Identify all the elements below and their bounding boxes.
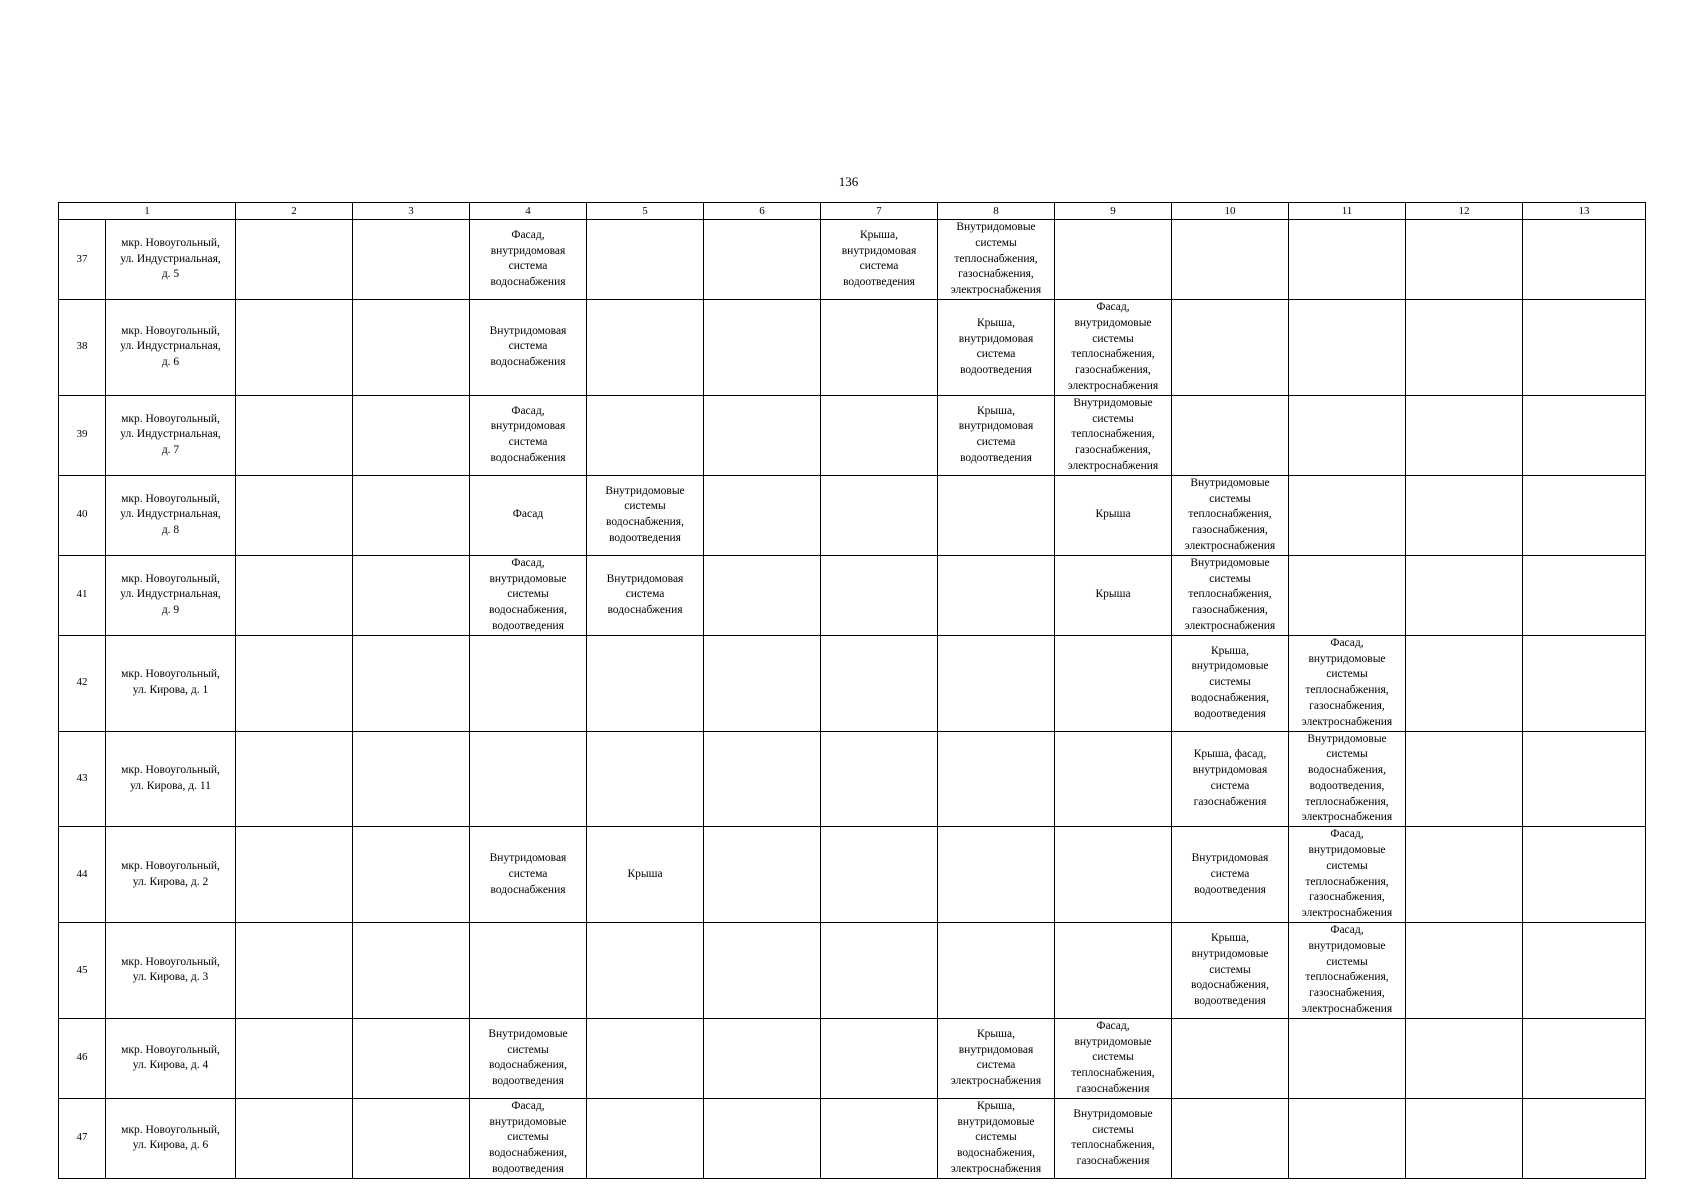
work-cell bbox=[1523, 731, 1646, 827]
work-cell: Фасад, внутридомовая система водоснабжения bbox=[470, 220, 587, 300]
row-number: 44 bbox=[59, 827, 106, 923]
work-cell bbox=[587, 635, 704, 731]
work-cell bbox=[1406, 1018, 1523, 1098]
work-cell bbox=[1406, 731, 1523, 827]
work-cell bbox=[1523, 299, 1646, 395]
work-cell bbox=[1289, 475, 1406, 555]
work-cell: Внутридомовые системы водоснабжения, водоотведения, теплоснабжения, электроснабжения bbox=[1289, 731, 1406, 827]
work-cell: Фасад, внутридомовые системы теплоснабжения, газоснабжения bbox=[1055, 1018, 1172, 1098]
table-row bbox=[59, 731, 1646, 827]
address-cell: мкр. Новоугольный, ул. Индустриальная, д. 5 bbox=[106, 220, 236, 300]
work-cell bbox=[1055, 220, 1172, 300]
table-row bbox=[59, 299, 1646, 395]
work-cell: Крыша, фасад, внутридомовая система газоснабжения bbox=[1172, 731, 1289, 827]
page-number: 136 bbox=[838, 174, 859, 189]
work-cell bbox=[1055, 827, 1172, 923]
column-header: 5 bbox=[587, 203, 704, 220]
work-cell bbox=[821, 635, 938, 731]
work-cell bbox=[704, 635, 821, 731]
work-cell: Крыша bbox=[587, 827, 704, 923]
work-cell bbox=[353, 1098, 470, 1178]
work-cell bbox=[821, 1098, 938, 1178]
work-cell bbox=[821, 923, 938, 1019]
work-cell: Фасад, внутридомовые системы водоснабжения, водоотведения bbox=[470, 555, 587, 635]
column-header: 4 bbox=[470, 203, 587, 220]
work-cell bbox=[353, 299, 470, 395]
work-cell: Внутридомовые системы водоснабжения, водоотведения bbox=[587, 475, 704, 555]
table-row bbox=[59, 555, 1646, 635]
work-cell bbox=[1523, 923, 1646, 1019]
table-row bbox=[59, 1018, 1646, 1098]
column-header: 8 bbox=[938, 203, 1055, 220]
work-cell bbox=[1523, 1018, 1646, 1098]
work-cell bbox=[1523, 1098, 1646, 1178]
work-cell bbox=[1055, 635, 1172, 731]
column-header: 1 bbox=[59, 203, 236, 220]
work-cell bbox=[1523, 555, 1646, 635]
work-cell bbox=[1172, 1018, 1289, 1098]
work-cell: Крыша, внутридомовая система электроснабжения bbox=[938, 1018, 1055, 1098]
work-cell bbox=[1406, 395, 1523, 475]
work-cell bbox=[704, 731, 821, 827]
work-cell bbox=[353, 555, 470, 635]
work-cell bbox=[587, 395, 704, 475]
work-cell bbox=[587, 1018, 704, 1098]
work-cell bbox=[353, 731, 470, 827]
work-cell: Внутридомовая система водоотведения bbox=[1172, 827, 1289, 923]
work-cell: Фасад, внутридомовые системы теплоснабжения, газоснабжения, электроснабжения bbox=[1289, 827, 1406, 923]
row-number: 45 bbox=[59, 923, 106, 1019]
column-header: 10 bbox=[1172, 203, 1289, 220]
column-header: 6 bbox=[704, 203, 821, 220]
work-cell bbox=[1406, 555, 1523, 635]
work-cell bbox=[1172, 1098, 1289, 1178]
column-header: 13 bbox=[1523, 203, 1646, 220]
work-cell: Фасад, внутридомовые системы теплоснабжения, газоснабжения, электроснабжения bbox=[1055, 299, 1172, 395]
table-row bbox=[59, 475, 1646, 555]
row-number: 37 bbox=[59, 220, 106, 300]
work-cell bbox=[236, 395, 353, 475]
work-cell: Крыша, внутридомовая система водоотведения bbox=[938, 299, 1055, 395]
work-cell bbox=[470, 635, 587, 731]
work-cell bbox=[1406, 635, 1523, 731]
work-cell: Внутридомовые системы теплоснабжения, газоснабжения, электроснабжения bbox=[1172, 475, 1289, 555]
work-cell bbox=[353, 395, 470, 475]
work-cell bbox=[1523, 827, 1646, 923]
column-header: 7 bbox=[821, 203, 938, 220]
work-cell bbox=[236, 1098, 353, 1178]
work-cell bbox=[236, 827, 353, 923]
work-cell bbox=[1172, 395, 1289, 475]
work-cell bbox=[1406, 1098, 1523, 1178]
work-cell bbox=[821, 827, 938, 923]
work-cell bbox=[353, 1018, 470, 1098]
work-cell bbox=[353, 475, 470, 555]
work-cell bbox=[470, 923, 587, 1019]
work-cell bbox=[353, 635, 470, 731]
work-cell bbox=[1406, 475, 1523, 555]
address-cell: мкр. Новоугольный, ул. Кирова, д. 4 bbox=[106, 1018, 236, 1098]
row-number: 39 bbox=[59, 395, 106, 475]
work-cell: Фасад, внутридомовая система водоснабжения bbox=[470, 395, 587, 475]
address-cell: мкр. Новоугольный, ул. Индустриальная, д. 9 bbox=[106, 555, 236, 635]
work-cell: Крыша, внутридомовая система водоотведения bbox=[938, 395, 1055, 475]
address-cell: мкр. Новоугольный, ул. Кирова, д. 6 bbox=[106, 1098, 236, 1178]
work-cell: Крыша, внутридомовые системы водоснабжения, водоотведения bbox=[1172, 635, 1289, 731]
work-cell: Внутридомовые системы теплоснабжения, газоснабжения, электроснабжения bbox=[1055, 395, 1172, 475]
work-cell bbox=[353, 923, 470, 1019]
work-cell bbox=[236, 923, 353, 1019]
work-cell bbox=[938, 555, 1055, 635]
row-number: 40 bbox=[59, 475, 106, 555]
work-cell bbox=[821, 1018, 938, 1098]
table-row bbox=[59, 635, 1646, 731]
work-cell bbox=[704, 555, 821, 635]
repair-schedule-table bbox=[58, 202, 1646, 1179]
work-cell bbox=[704, 1018, 821, 1098]
table-row bbox=[59, 395, 1646, 475]
work-cell bbox=[236, 731, 353, 827]
work-cell bbox=[236, 1018, 353, 1098]
work-cell bbox=[587, 923, 704, 1019]
work-cell bbox=[704, 299, 821, 395]
work-cell: Фасад, внутридомовые системы теплоснабжения, газоснабжения, электроснабжения bbox=[1289, 635, 1406, 731]
work-cell bbox=[1406, 923, 1523, 1019]
address-cell: мкр. Новоугольный, ул. Кирова, д. 11 bbox=[106, 731, 236, 827]
work-cell bbox=[587, 220, 704, 300]
work-cell: Внутридомовая система водоснабжения bbox=[587, 555, 704, 635]
work-cell bbox=[236, 220, 353, 300]
address-cell: мкр. Новоугольный, ул. Кирова, д. 1 bbox=[106, 635, 236, 731]
work-cell bbox=[821, 299, 938, 395]
work-cell bbox=[821, 395, 938, 475]
table-row bbox=[59, 827, 1646, 923]
work-cell: Внутридомовая система водоснабжения bbox=[470, 299, 587, 395]
work-cell bbox=[938, 923, 1055, 1019]
work-cell: Внутридомовые системы теплоснабжения, газоснабжения, электроснабжения bbox=[938, 220, 1055, 300]
work-cell bbox=[1289, 299, 1406, 395]
column-header: 9 bbox=[1055, 203, 1172, 220]
work-cell bbox=[1172, 299, 1289, 395]
work-cell bbox=[1406, 827, 1523, 923]
work-cell bbox=[704, 220, 821, 300]
work-cell bbox=[236, 475, 353, 555]
work-cell: Внутридомовые системы теплоснабжения, газоснабжения bbox=[1055, 1098, 1172, 1178]
work-cell bbox=[470, 731, 587, 827]
work-cell bbox=[587, 299, 704, 395]
work-cell bbox=[1523, 635, 1646, 731]
work-cell bbox=[704, 923, 821, 1019]
work-cell: Фасад, внутридомовые системы теплоснабжения, газоснабжения, электроснабжения bbox=[1289, 923, 1406, 1019]
row-number: 42 bbox=[59, 635, 106, 731]
work-cell bbox=[1289, 555, 1406, 635]
work-cell: Крыша, внутридомовая система водоотведения bbox=[821, 220, 938, 300]
address-cell: мкр. Новоугольный, ул. Кирова, д. 3 bbox=[106, 923, 236, 1019]
work-cell bbox=[704, 1098, 821, 1178]
work-cell bbox=[1055, 731, 1172, 827]
work-cell bbox=[236, 635, 353, 731]
work-cell: Крыша bbox=[1055, 475, 1172, 555]
address-cell: мкр. Новоугольный, ул. Кирова, д. 2 bbox=[106, 827, 236, 923]
work-cell: Крыша, внутридомовые системы водоснабжения, водоотведения bbox=[1172, 923, 1289, 1019]
header-row bbox=[59, 203, 1646, 220]
work-cell: Крыша bbox=[1055, 555, 1172, 635]
work-cell bbox=[704, 475, 821, 555]
work-cell bbox=[587, 1098, 704, 1178]
work-cell bbox=[938, 635, 1055, 731]
table-row bbox=[59, 220, 1646, 300]
work-cell bbox=[353, 220, 470, 300]
column-header: 11 bbox=[1289, 203, 1406, 220]
row-number: 38 bbox=[59, 299, 106, 395]
table-row bbox=[59, 923, 1646, 1019]
address-cell: мкр. Новоугольный, ул. Индустриальная, д. 8 bbox=[106, 475, 236, 555]
work-cell bbox=[1172, 220, 1289, 300]
work-cell bbox=[1523, 220, 1646, 300]
work-cell bbox=[1289, 395, 1406, 475]
work-cell: Внутридомовая система водоснабжения bbox=[470, 827, 587, 923]
work-cell bbox=[938, 475, 1055, 555]
work-cell: Фасад bbox=[470, 475, 587, 555]
work-cell bbox=[1289, 220, 1406, 300]
column-header: 3 bbox=[353, 203, 470, 220]
work-cell bbox=[236, 555, 353, 635]
work-cell bbox=[704, 827, 821, 923]
row-number: 43 bbox=[59, 731, 106, 827]
work-cell bbox=[821, 555, 938, 635]
work-cell bbox=[1289, 1098, 1406, 1178]
work-cell: Фасад, внутридомовые системы водоснабжения, водоотведения bbox=[470, 1098, 587, 1178]
address-cell: мкр. Новоугольный, ул. Индустриальная, д. 7 bbox=[106, 395, 236, 475]
work-cell bbox=[1523, 395, 1646, 475]
work-cell: Крыша, внутридомовые системы водоснабжения, электроснабжения bbox=[938, 1098, 1055, 1178]
work-cell bbox=[587, 731, 704, 827]
column-header: 12 bbox=[1406, 203, 1523, 220]
work-cell bbox=[1289, 1018, 1406, 1098]
work-cell bbox=[704, 395, 821, 475]
work-cell bbox=[1406, 299, 1523, 395]
work-cell: Внутридомовые системы водоснабжения, водоотведения bbox=[470, 1018, 587, 1098]
work-cell bbox=[353, 827, 470, 923]
address-cell: мкр. Новоугольный, ул. Индустриальная, д. 6 bbox=[106, 299, 236, 395]
row-number: 46 bbox=[59, 1018, 106, 1098]
table-row bbox=[59, 1098, 1646, 1178]
row-number: 47 bbox=[59, 1098, 106, 1178]
column-header: 2 bbox=[236, 203, 353, 220]
work-cell bbox=[821, 731, 938, 827]
work-cell bbox=[1523, 475, 1646, 555]
work-cell bbox=[236, 299, 353, 395]
work-cell bbox=[938, 827, 1055, 923]
work-cell: Внутридомовые системы теплоснабжения, газоснабжения, электроснабжения bbox=[1172, 555, 1289, 635]
work-cell bbox=[1055, 923, 1172, 1019]
work-cell bbox=[821, 475, 938, 555]
row-number: 41 bbox=[59, 555, 106, 635]
work-cell bbox=[938, 731, 1055, 827]
work-cell bbox=[1406, 220, 1523, 300]
